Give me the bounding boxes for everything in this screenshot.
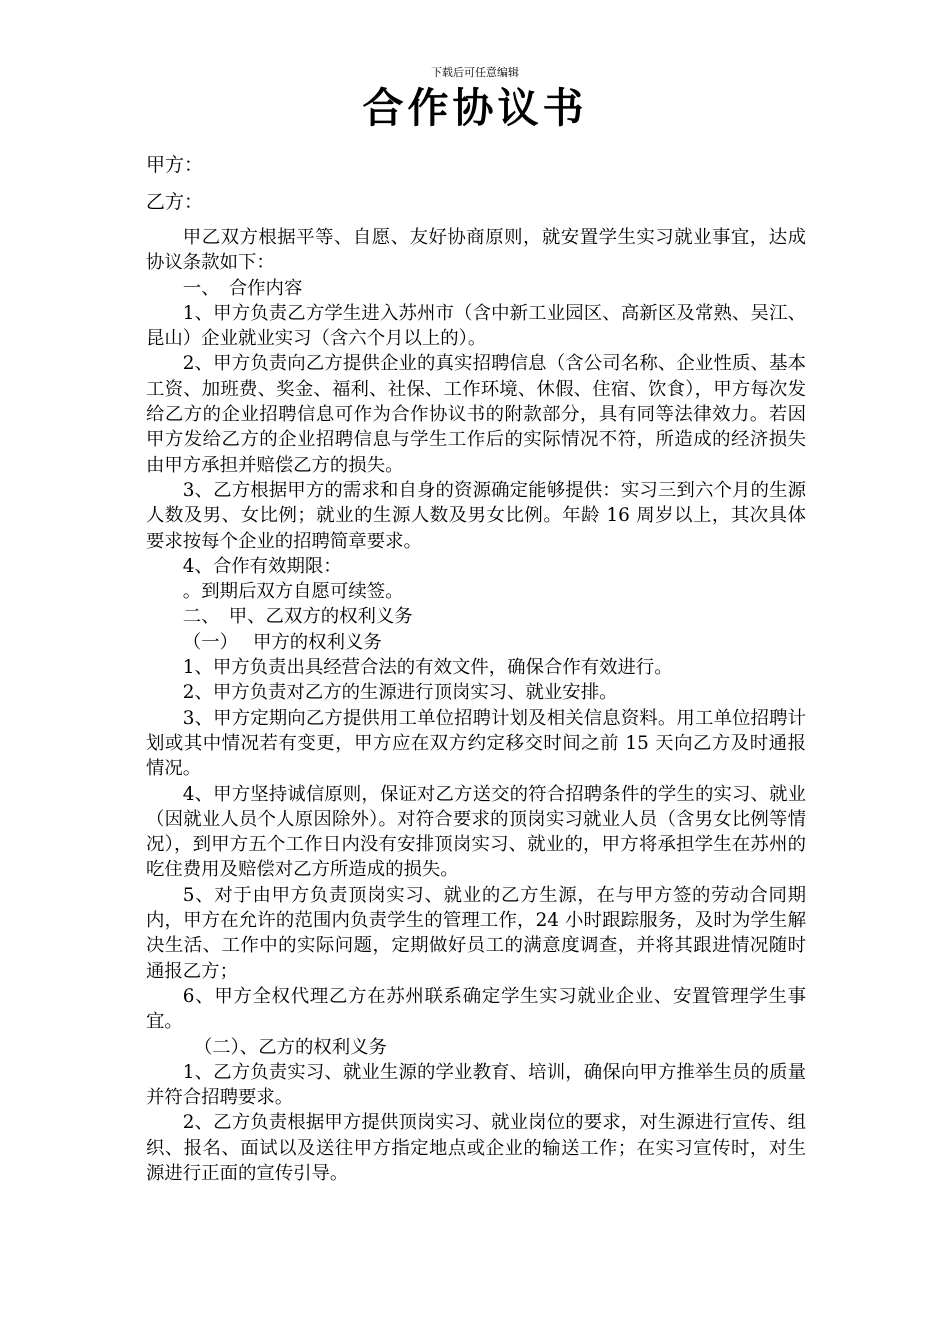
clause-paragraph: 2、甲方负责向乙方提供企业的真实招聘信息（含公司名称、企业性质、基本工资、加班费、奖金、福利、社保、工作环境、休假、住宿、饮食），甲方每次发给乙方的企业招聘信息可作为合作协议书的附款部分，具有同等法律效力。若因甲方发给乙方的企业招聘信息与学生工作后的实际情况不符，所造成的经济损失由甲方承担并赔偿乙方的损失。 bbox=[146, 353, 806, 476]
clause-paragraph: 。到期后双方自愿可续签。 bbox=[182, 581, 404, 603]
header-note: 下载后可任意编辑 bbox=[431, 66, 519, 79]
agreement-body bbox=[146, 225, 806, 1186]
clause-paragraph: 3、甲方定期向乙方提供用工单位招聘计划及相关信息资料。用工单位招聘计划或其中情况若有变更，甲方应在双方约定移交时间之前 15 天向乙方及时通报情况。 bbox=[146, 707, 806, 780]
document-title: 合作协议书 bbox=[362, 84, 588, 132]
clause-paragraph: 4、合作有效期限： bbox=[182, 555, 342, 577]
clause-paragraph: 5、对于由甲方负责顶岗实习、就业的乙方生源，在与甲方签的劳动合同期内，甲方在允许的范围内负责学生的管理工作，24 小时跟踪服务，及时为学生解决生活、工作中的实际问题，定期做好员工的满意度调查，并将其跟进情况随时通报乙方； bbox=[146, 884, 806, 982]
clause-paragraph: 6、甲方全权代理乙方在苏州联系确定学生实习就业企业、安置管理学生事宜。 bbox=[146, 985, 806, 1033]
clause-paragraph: 2、甲方负责对乙方的生源进行顶岗实习、就业安排。 bbox=[182, 682, 618, 704]
party-b-label: 乙方： bbox=[146, 191, 204, 213]
subsection-heading-party-a: （一） 甲方的权利义务 bbox=[182, 631, 382, 653]
clause-paragraph: 1、甲方负责乙方学生进入苏州市（含中新工业园区、高新区及常熟、吴江、昆山）企业就业实习（含六个月以上的）。 bbox=[146, 302, 806, 350]
section-heading-rights: 二、 甲、乙双方的权利义务 bbox=[182, 606, 413, 628]
clause-paragraph: 1、乙方负责实习、就业生源的学业教育、培训，确保向甲方推举生员的质量并符合招聘要求。 bbox=[146, 1061, 806, 1109]
clause-paragraph: 1、甲方负责出具经营合法的有效文件，确保合作有效进行。 bbox=[182, 657, 673, 679]
clause-paragraph: 2、乙方负责根据甲方提供顶岗实习、就业岗位的要求，对生源进行宣传、组织、报名、面试以及送往甲方指定地点或企业的输送工作；在实习宣传时，对生源进行正面的宣传引导。 bbox=[146, 1112, 806, 1184]
section-heading-cooperation: 一、 合作内容 bbox=[182, 277, 303, 299]
party-a-label: 甲方： bbox=[146, 154, 204, 176]
clause-paragraph: 3、乙方根据甲方的需求和自身的资源确定能够提供：实习三到六个月的生源人数及男、女比例；就业的生源人数及男女比例。年龄 16 周岁以上，其次具体要求按每个企业的招聘简章要求。 bbox=[146, 479, 806, 552]
subsection-heading-party-b: （二）、乙方的权利义务 bbox=[193, 1036, 387, 1058]
intro-paragraph: 甲乙双方根据平等、自愿、友好协商原则，就安置学生实习就业事宜，达成协议条款如下： bbox=[146, 227, 806, 274]
clause-paragraph: 4、甲方坚持诚信原则，保证对乙方送交的符合招聘条件的学生的实习、就业（因就业人员个人原因除外）。对符合要求的顶岗实习就业人员（含男女比例等情况），到甲方五个工作日内没有安排顶岗实习、就业的，甲方将承担学生在苏州的吃住费用及赔偿对乙方所造成的损失。 bbox=[146, 783, 806, 881]
